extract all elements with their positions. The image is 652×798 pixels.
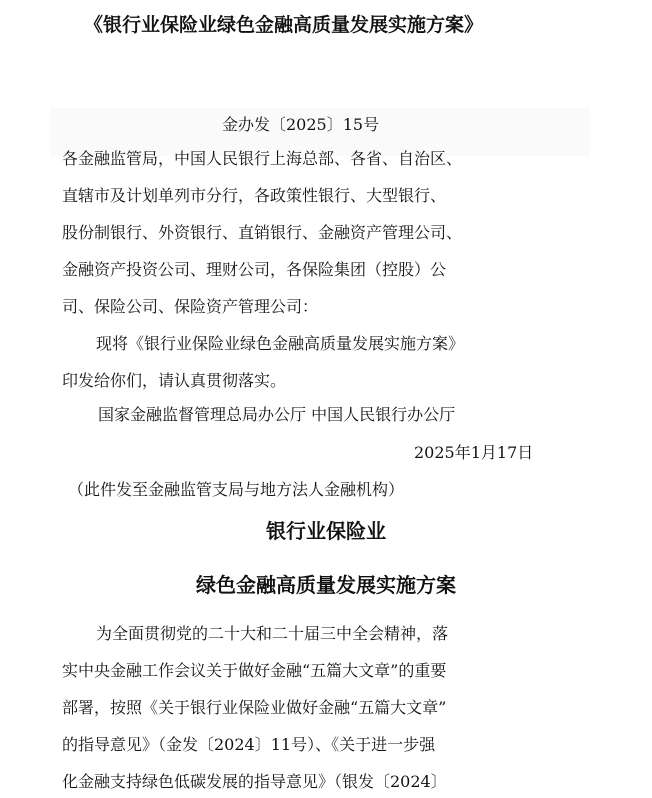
body-line: 为全面贯彻党的二十大和二十届三中全会精神，落	[96, 624, 449, 643]
body-line: 实中央金融工作会议关于做好金融“五篇大文章”的重要	[62, 661, 447, 680]
notice-line: 现将《银行业保险业绿色金融高质量发展实施方案》	[96, 334, 465, 353]
document-title: 《银行业保险业绿色金融高质量发展实施方案》	[84, 14, 484, 36]
issue-date: 2025年1月17日	[414, 443, 534, 462]
body-line: 的指导意见》（金发〔2024〕11号）、《关于进一步强	[62, 735, 436, 754]
recipient-line: 司、保险公司、保险资产管理公司：	[62, 297, 319, 316]
recipient-line: 直辖市及计划单列市分行，各政策性银行、大型银行、	[62, 186, 447, 205]
notice-line: 印发给你们，请认真贯彻落实。	[62, 371, 287, 390]
recipient-line: 各金融监管局，中国人民银行上海总部、各省、自治区、	[62, 149, 463, 168]
recipient-line: 金融资产投资公司、理财公司，各保险集团（控股）公	[62, 260, 447, 279]
document-number: 金办发〔2025〕15号	[222, 115, 380, 134]
body-line: 化金融支持绿色低碳发展的指导意见》（银发〔2024〕	[62, 772, 447, 791]
plan-title-line-1: 银行业保险业	[266, 519, 386, 543]
recipient-line: 股份制银行、外资银行、直销银行、金融资产管理公司、	[62, 223, 463, 242]
distribution-note: （此件发至金融监管支局与地方法人金融机构）	[68, 480, 405, 499]
plan-title-line-2: 绿色金融高质量发展实施方案	[196, 573, 456, 597]
body-line: 部署，按照《关于银行业保险业做好金融“五篇大文章”	[62, 698, 447, 717]
issuing-offices: 国家金融监督管理总局办公厅 中国人民银行办公厅	[98, 405, 456, 424]
